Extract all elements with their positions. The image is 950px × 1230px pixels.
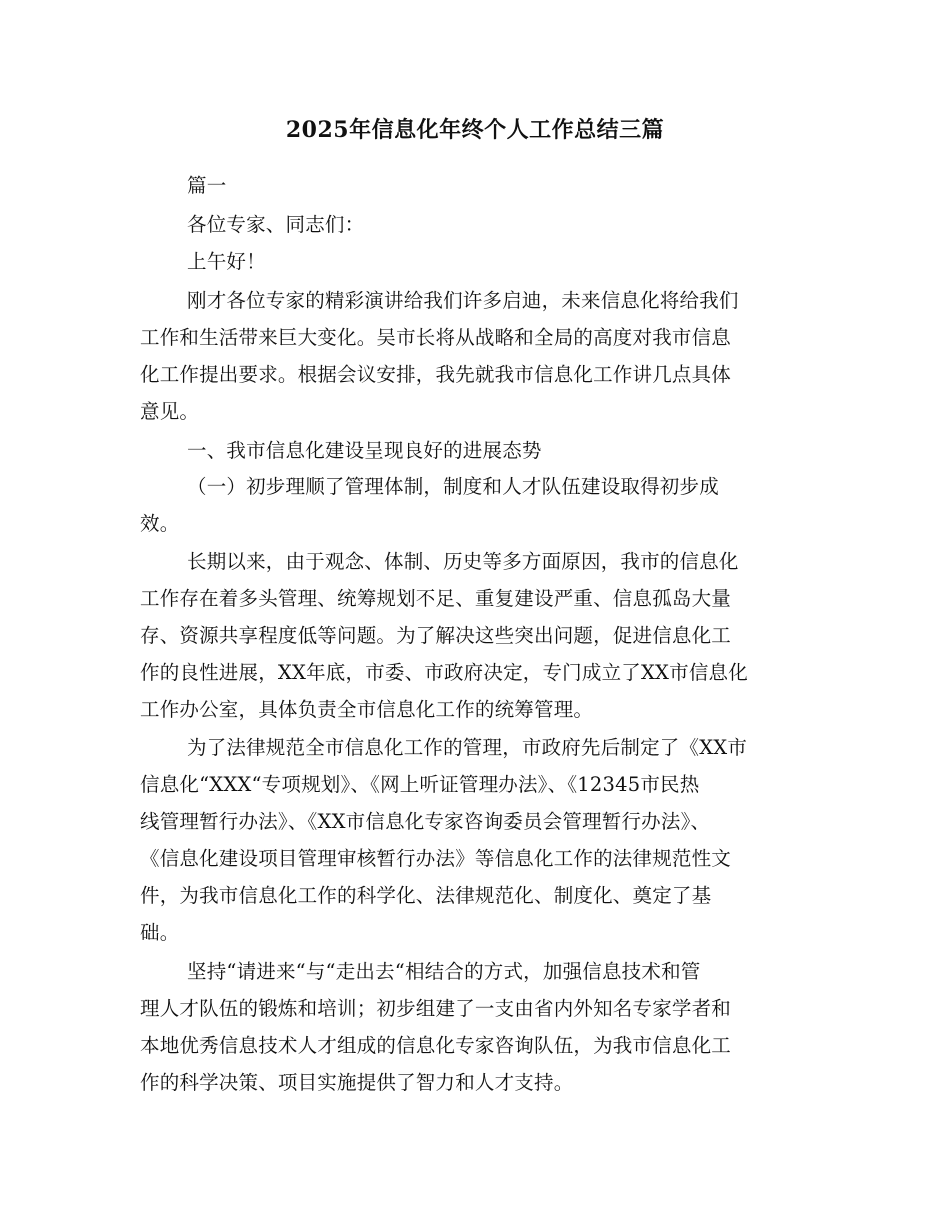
paragraph-line: 工作和生活带来巨大变化。吴市长将从战略和全局的高度对我市信息 (140, 326, 732, 349)
subheading: （一）初步理顺了管理体制，制度和人才队伍建设取得初步成 (187, 475, 719, 498)
salutation: 各位专家、同志们： (187, 213, 365, 236)
paragraph-line: 信息化“XXX“专项规划》、《网上听证管理办法》、《12345市民热 (140, 773, 700, 796)
subheading: 一、我市信息化建设呈现良好的进展态势 (187, 439, 542, 462)
paragraph-line: 《信息化建设项目管理审核暂行办法》等信息化工作的法律规范性文 (140, 847, 732, 870)
paragraph-line: 理人才队伍的锻炼和培训；初步组建了一支由省内外知名专家学者和 (140, 997, 732, 1020)
paragraph-line: 存、资源共享程度低等问题。为了解决这些突出问题，促进信息化工 (140, 624, 732, 647)
paragraph-line: 刚才各位专家的精彩演讲给我们许多启迪，未来信息化将给我们 (187, 289, 739, 312)
greeting: 上午好！ (187, 250, 266, 273)
paragraph-line: 工作存在着多头管理、统筹规划不足、重复建设严重、信息孤岛大量 (140, 587, 732, 610)
paragraph-line: 工作办公室，具体负责全市信息化工作的统筹管理。 (140, 698, 594, 721)
paragraph-line: 长期以来，由于观念、体制、历史等多方面原因，我市的信息化 (187, 550, 739, 573)
paragraph-line: 作的科学决策、项目实施提供了智力和人才支持。 (140, 1071, 574, 1094)
paragraph-line: 本地优秀信息技术人才组成的信息化专家咨询队伍，为我市信息化工 (140, 1034, 732, 1057)
paragraph-line: 线管理暂行办法》、《XX市信息化专家咨询委员会管理暂行办法》、 (140, 810, 711, 833)
section-heading: 篇一 (187, 174, 227, 197)
paragraph-line: 础。 (140, 921, 180, 944)
paragraph-line: 为了法律规范全市信息化工作的管理，市政府先后制定了《XX市 (187, 736, 748, 759)
paragraph-line: 坚持“请进来“与“走出去“相结合的方式，加强信息技术和管 (187, 960, 701, 983)
paragraph-line: 作的良性进展，XX年底，市委、市政府决定，专门成立了XX市信息化 (140, 661, 748, 684)
paragraph-line: 件，为我市信息化工作的科学化、法律规范化、制度化、奠定了基 (140, 884, 712, 907)
paragraph-line: 化工作提出要求。根据会议安排，我先就我市信息化工作讲几点具体 (140, 363, 732, 386)
document-title: 2025年信息化年终个人工作总结三篇 (285, 117, 665, 143)
subheading: 效。 (140, 512, 180, 535)
paragraph-line: 意见。 (140, 400, 200, 423)
